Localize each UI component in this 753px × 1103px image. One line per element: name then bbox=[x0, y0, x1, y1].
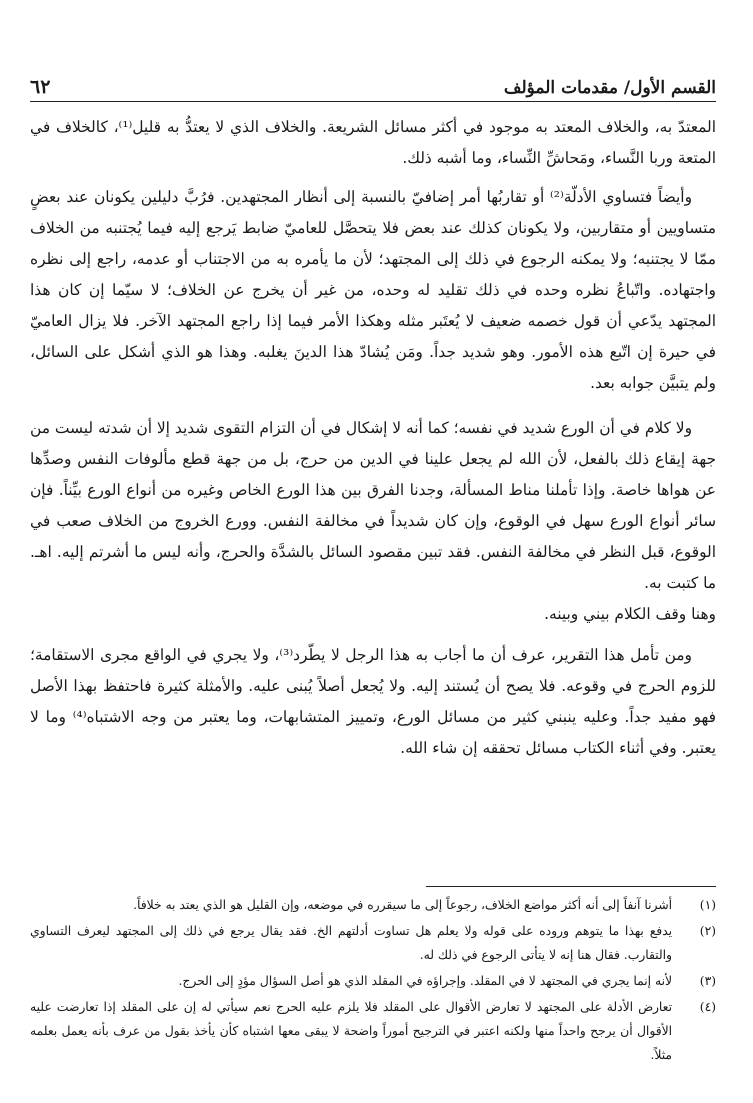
footnote-text: يدفع بهذا ما يتوهم وروده على قوله ولا يعلم هل تساوت أدلتهم الخ. فقد يقال يرجع في ذلك إلى المجتهد ليعرف التساوي والتقارب. فقال هنا إنه لا يتأتى الرجوع في ذلك له. bbox=[30, 924, 672, 962]
footnote-number: (٣) bbox=[699, 974, 716, 988]
footnote-number: (٤) bbox=[699, 1000, 716, 1014]
paragraph: ولا كلام في أن الورع شديد في نفسه؛ كما أنه لا إشكال في أن التزام التقوى شديد إلا أن شدته ليست من جهة إيقاع ذلك بالفعل، لأن الله لم يجعل علينا في الدين من حرج، بل من جهة قطع مألوفات النفس وصدِّها عن هواها خاصة. وإذا تأملنا مناط المسألة، وجدنا الفرق بين هذا الورع الخاص وغيره من أنواع الورع بيِّناً. فإن سائر أنواع الورع سهل في الوقوع، وإن كان شديداً في مخالفة النفس. وورع الخروج من الخلاف صعب في الوقوع، قبل النظر في مخالفة النفس. فقد تبين مقصود السائل بالشدَّة والحرج، وأنه ليس ما أشرتم إليه. اهـ. ما كتبت به. bbox=[30, 419, 716, 592]
footnote bbox=[30, 919, 716, 967]
header-rule bbox=[30, 101, 716, 102]
footnote-number: (١) bbox=[699, 898, 716, 912]
paragraph: وهنا وقف الكلام بيني وبينه. bbox=[544, 605, 716, 623]
paragraph: وأيضاً فتساوي الأدلّة⁽²⁾ أو تقاربُها أمر إضافيّ بالنسبة إلى أنظار المجتهدين. فرُبَّ دليلين يكونان عند بعضٍ متساويين أو متقاربين، ولا يكونان كذلك عند بعض فلا يتحصَّل للعاميّ ضابط يَرجع إليه فيما يُجتنبه من الخلاف ممّا لا يجتنبه؛ ولا يمكنه الرجوع في ذلك إلى المجتهد؛ لأن ما يأمره به من الاجتناب أو عدمه، راجع إلى نظره واجتهاده. واتّباعُ نظره وحده في ذلك تقليد له وحده، من غير أن يخرج عن الخلاف؛ لا سيّما إن كان هذا المجتهد يدّعي أن قول خصمه ضعيف لا يُعتَبر مثله وهكذا الأمر فيما إذا راجع المجتهد الآخر. فلا يزال العاميّ في حيرة إن اتّبع هذه الأمور. وهو شديد جداً. ومَن يُشادّ هذا الدينَ يغلبه. وهذا هو الذي أشكل على السائل، ولم يتبيَّن جوابه بعد. bbox=[30, 188, 716, 392]
page-number: ٦٢ bbox=[30, 76, 51, 98]
paragraph: ومن تأمل هذا التقرير، عرف أن ما أجاب به هذا الرجل لا يطّرد⁽³⁾، ولا يجري في الواقع مجرى الاستقامة؛ للزوم الحرج في وقوعه. فلا يصح أن يُستند إليه. ولا يُجعل أصلاً يُبنى عليه. والأمثلة كثيرة فاحتفظ بهذا الأصل فهو مفيد جداً. وعليه ينبني كثير من مسائل الورع، وتمييز المتشابهات، وما يعتبر من وجه الاشتباه⁽⁴⁾ وما لا يعتبر. وفي أثناء الكتاب مسائل تحققه إن شاء الله. bbox=[30, 646, 716, 757]
footnote-rule bbox=[426, 886, 716, 887]
section-title: القسم الأول/ مقدمات المؤلف bbox=[503, 78, 716, 98]
paragraph: المعتدّ به، والخلاف المعتد به موجود في أكثر مسائل الشريعة. والخلاف الذي لا يعتدُّ به قليل⁽¹⁾، كالخلاف في المتعة وربا النَّساء، ومَحاشِّ النِّساء، وما أشبه ذلك. bbox=[30, 118, 717, 167]
footnote bbox=[30, 893, 716, 917]
footnote-text: لأنه إنما يجري في المجتهد لا في المقلد. وإجراؤه في المقلد الذي هو أصل السؤال مؤدٍ إلى الحرج. bbox=[178, 974, 672, 988]
footnotes bbox=[30, 893, 716, 1069]
running-header bbox=[30, 70, 716, 98]
footnote bbox=[30, 969, 716, 993]
footnote-text: أشرنا آنفاً إلى أنه أكثر مواضع الخلاف، رجوعاً إلى ما سيقرره في موضعه، وإن القليل هو الذي يعتد به خلافاً. bbox=[133, 898, 672, 912]
main-text bbox=[30, 112, 716, 778]
footnote-number: (٢) bbox=[699, 924, 716, 938]
footnote-text: تعارض الأدلة على المجتهد لا تعارض الأقوال على المقلد فلا يلزم عليه الحرج نعم سيأتي له إن على المقلد إذا تعارضت عليه الأقوال أن يرجح واحداً منها ولكنه اعتبر في الترجيح أموراً واضحة لا يبقى معها اشتباه كأن يأخذ بقول من عرف بأنه يعمل بعلمه مثلاً. bbox=[30, 1000, 672, 1062]
footnote bbox=[30, 995, 716, 1067]
